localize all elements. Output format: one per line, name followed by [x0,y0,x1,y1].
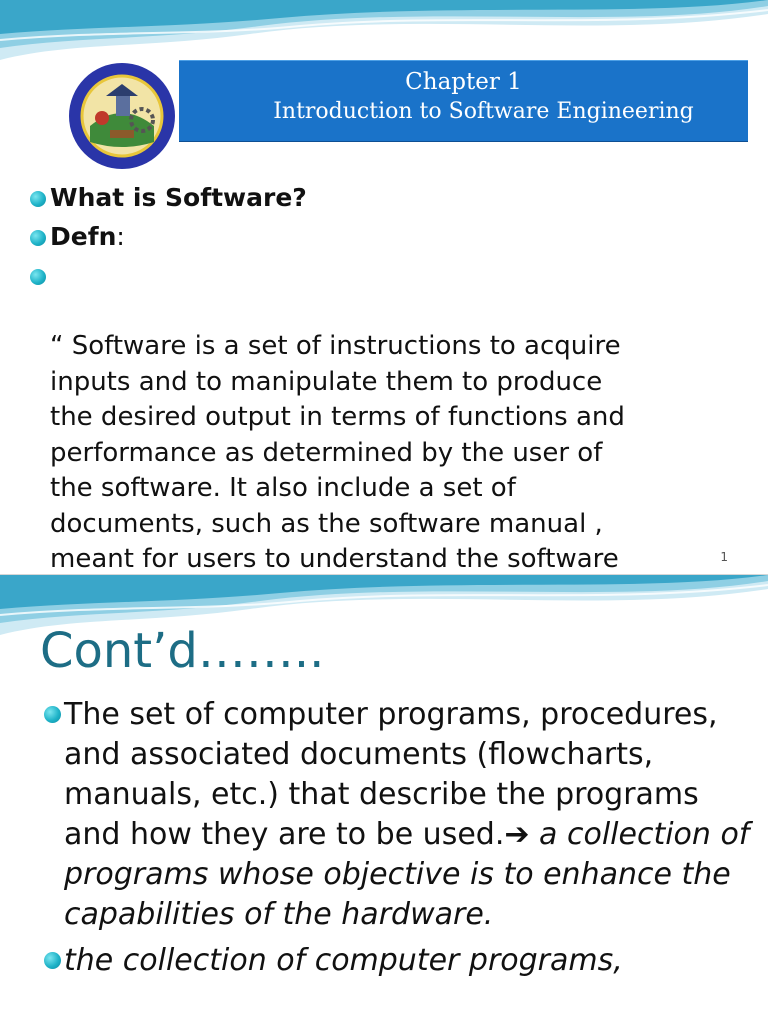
list-item: What is Software? [28,180,748,215]
list-item: Defn: [28,219,748,254]
slide-2 [0,575,768,1025]
page-number: 1 [720,550,728,564]
slide1-bullet-list [28,180,748,617]
arrow-right-icon: ➔ [504,817,530,852]
slide-heading: Cont’d…….. [40,623,325,679]
slide2-bullet-list [44,695,754,981]
chapter-title-banner [179,60,748,141]
list-item [28,258,748,613]
software-definition: “ Software is a set of instructions to acquire inputs and to manipulate them to produce the desired output in terms of functions and performance as determined by the user of the software. It also include a set of documents, such as the software manual , meant for users to understand the software [50,331,625,574]
bullet-icon [44,706,61,723]
bullet-icon [30,230,46,246]
university-seal-logo [66,60,178,172]
bullet-icon [44,952,61,969]
bullet-icon [30,269,46,285]
chapter-number: Chapter 1 [405,69,522,95]
list-item: The set of computer programs, procedures, and associated documents (flowcharts, manuals, etc.) that describe the programs and how they are to be used.➔ a collection of programs whose objective is to enhance the capabilities of the hardware. [44,695,754,935]
chapter-title: Introduction to Software Engineering [273,99,694,124]
list-item: the collection of computer programs, [44,941,754,981]
bullet-icon [30,191,46,207]
